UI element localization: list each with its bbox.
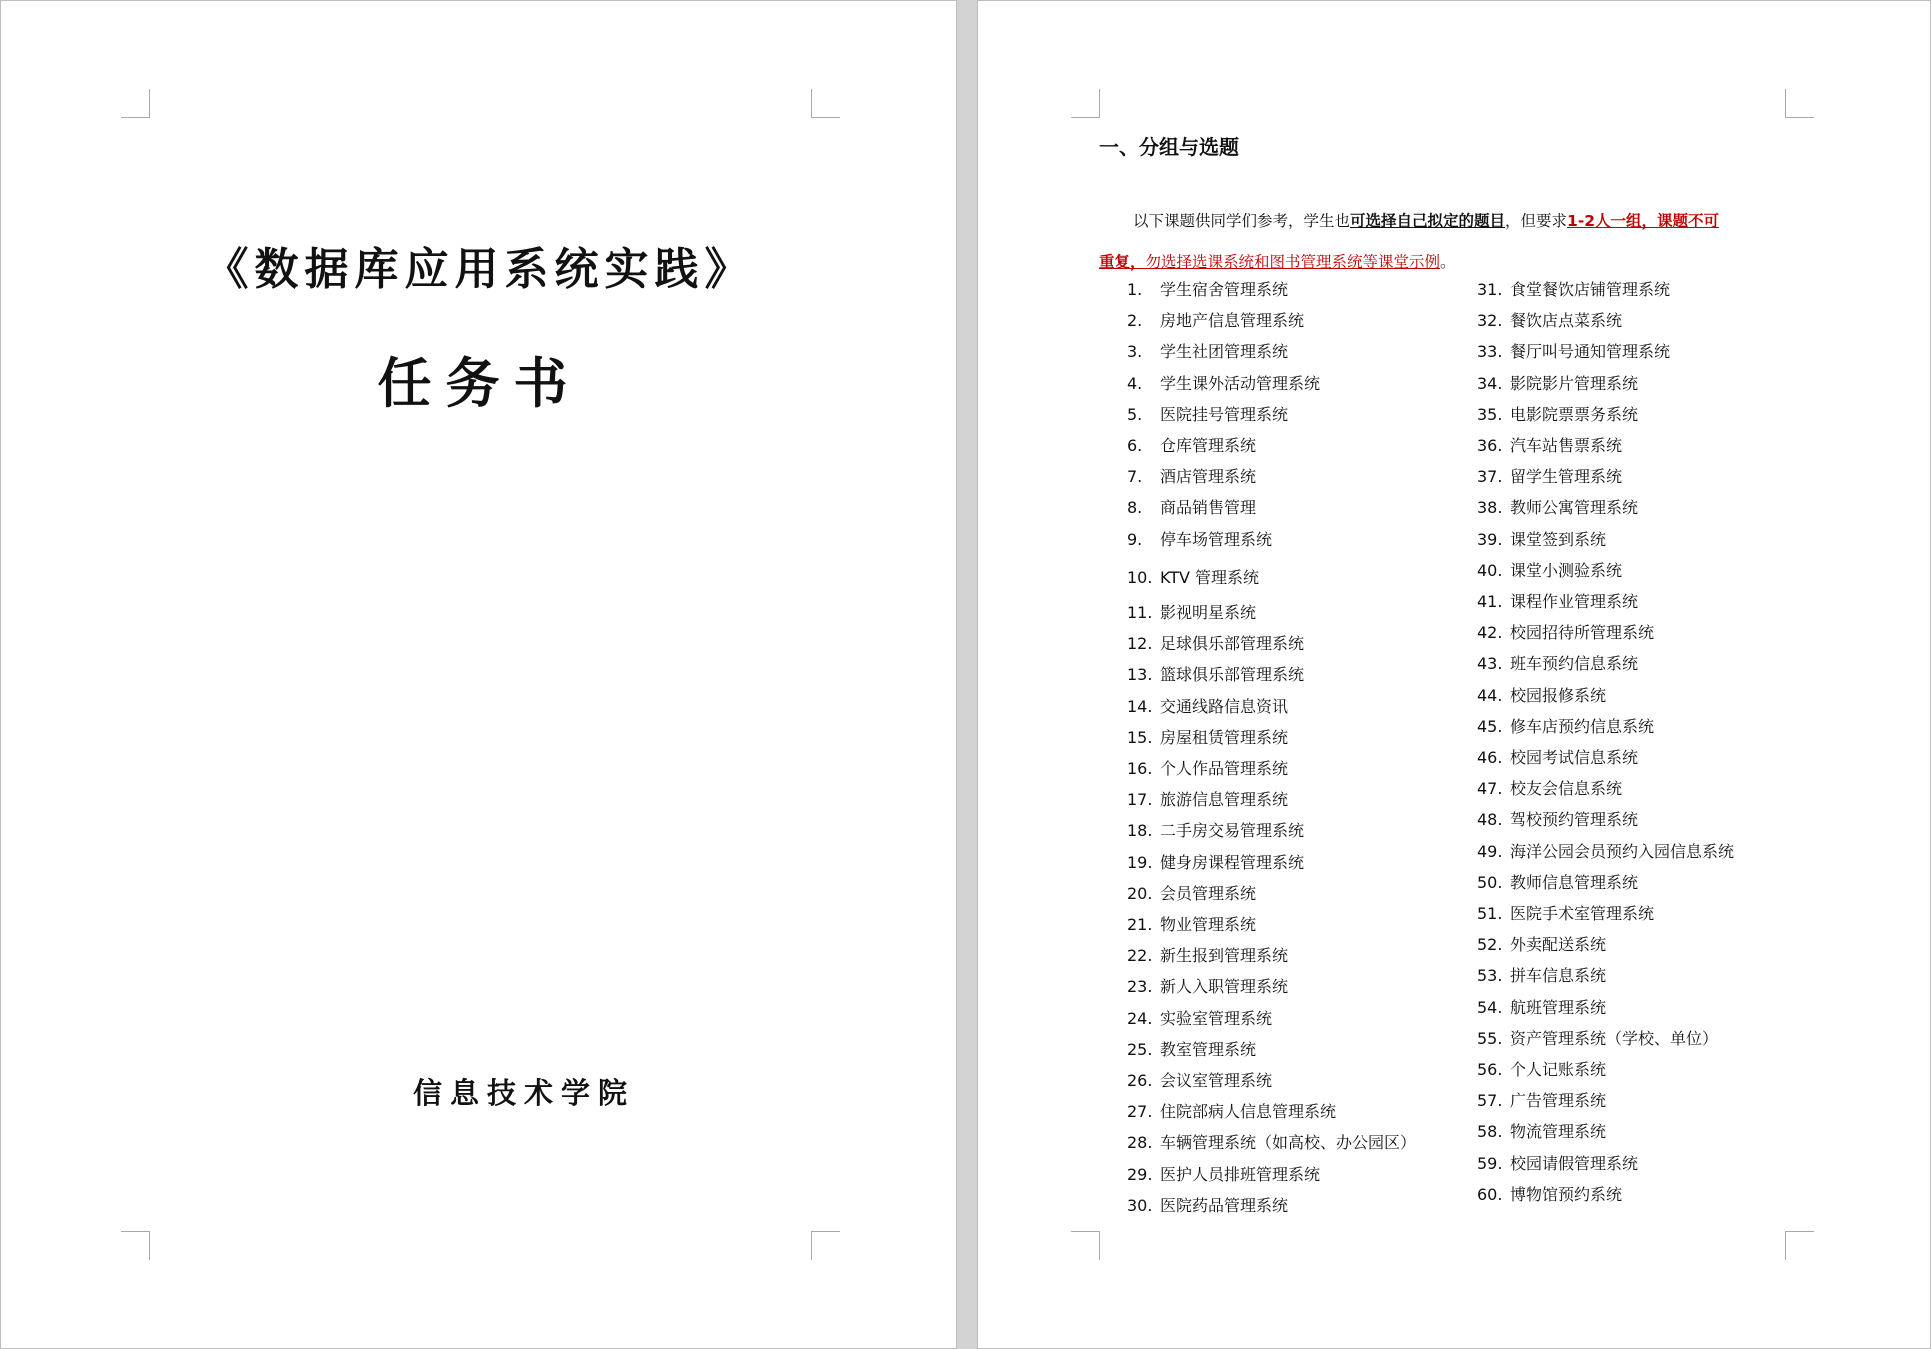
topic-title: 班车预约信息系统 bbox=[1510, 654, 1639, 673]
topic-number: 59. bbox=[1477, 1154, 1503, 1173]
topic-number: 28. bbox=[1127, 1133, 1153, 1152]
topic-number: 49. bbox=[1477, 842, 1503, 861]
topic-item bbox=[1477, 808, 1638, 832]
topic-number: 38. bbox=[1477, 498, 1503, 517]
topic-title: 海洋公园会员预约入园信息系统 bbox=[1510, 842, 1735, 861]
topic-title: 影院影片管理系统 bbox=[1510, 374, 1639, 393]
topic-number: 55. bbox=[1477, 1029, 1503, 1048]
topic-number: 18. bbox=[1127, 821, 1153, 840]
topic-title: 酒店管理系统 bbox=[1160, 467, 1257, 486]
topic-number: 34. bbox=[1477, 374, 1503, 393]
topic-number: 50. bbox=[1477, 873, 1503, 892]
topic-item bbox=[1127, 632, 1304, 656]
topic-number: 21. bbox=[1127, 915, 1153, 934]
topic-number: 10. bbox=[1127, 568, 1153, 587]
topic-item bbox=[1477, 559, 1622, 583]
topic-title: 医院药品管理系统 bbox=[1160, 1196, 1289, 1215]
topic-number: 22. bbox=[1127, 946, 1153, 965]
topic-item bbox=[1127, 819, 1304, 843]
topic-item bbox=[1477, 964, 1606, 988]
topic-number: 40. bbox=[1477, 561, 1503, 580]
intro-text: 。 bbox=[1440, 253, 1456, 271]
topic-number: 47. bbox=[1477, 779, 1503, 798]
topic-number: 8. bbox=[1127, 498, 1143, 517]
topic-title: 交通线路信息资讯 bbox=[1160, 697, 1289, 716]
topic-title: 电影院票票务系统 bbox=[1510, 405, 1639, 424]
topic-item bbox=[1477, 1152, 1638, 1176]
topic-title: 汽车站售票系统 bbox=[1510, 436, 1623, 455]
topic-number: 5. bbox=[1127, 405, 1143, 424]
topic-number: 36. bbox=[1477, 436, 1503, 455]
topic-title: 教师公寓管理系统 bbox=[1510, 498, 1639, 517]
topic-title: 课程作业管理系统 bbox=[1510, 592, 1639, 611]
topic-item bbox=[1127, 695, 1288, 719]
topic-title: 新人入职管理系统 bbox=[1160, 977, 1289, 996]
topic-item bbox=[1127, 1100, 1336, 1124]
topic-number: 58. bbox=[1477, 1122, 1503, 1141]
topic-title: 二手房交易管理系统 bbox=[1160, 821, 1305, 840]
topic-item bbox=[1127, 944, 1288, 968]
topic-item bbox=[1477, 278, 1670, 302]
topic-number: 25. bbox=[1127, 1040, 1153, 1059]
topic-title: 食堂餐饮店铺管理系统 bbox=[1510, 280, 1671, 299]
topic-number: 12. bbox=[1127, 634, 1153, 653]
topic-item bbox=[1127, 278, 1288, 302]
topic-item bbox=[1127, 726, 1288, 750]
topic-number: 45. bbox=[1477, 717, 1503, 736]
topic-title: 房屋租赁管理系统 bbox=[1160, 728, 1289, 747]
topic-item bbox=[1477, 465, 1622, 489]
cover-title: 《数据库应用系统实践》 bbox=[204, 244, 755, 295]
topic-number: 4. bbox=[1127, 374, 1143, 393]
topic-title: 教室管理系统 bbox=[1160, 1040, 1257, 1059]
cover-college-name: 信息技术学院 bbox=[413, 1076, 636, 1110]
topic-item bbox=[1127, 663, 1304, 687]
topic-number: 32. bbox=[1477, 311, 1503, 330]
intro-requirement: 1-2人一组，课题不可 bbox=[1567, 212, 1720, 230]
topic-number: 1. bbox=[1127, 280, 1143, 299]
topic-title: 医院挂号管理系统 bbox=[1160, 405, 1289, 424]
topic-item bbox=[1127, 1194, 1288, 1218]
topic-item bbox=[1127, 403, 1288, 427]
topic-number: 33. bbox=[1477, 342, 1503, 361]
crop-mark-bottom-left bbox=[1071, 1231, 1100, 1260]
topic-item bbox=[1477, 621, 1654, 645]
topic-title: 外卖配送系统 bbox=[1510, 935, 1607, 954]
topic-number: 17. bbox=[1127, 790, 1153, 809]
topic-number: 16. bbox=[1127, 759, 1153, 778]
intro-warning: 勿选择选课系统和图书管理系统等课堂示例 bbox=[1145, 253, 1441, 271]
topic-item bbox=[1477, 434, 1622, 458]
topic-item bbox=[1477, 902, 1654, 926]
topic-number: 30. bbox=[1127, 1196, 1153, 1215]
topic-title: 个人作品管理系统 bbox=[1160, 759, 1289, 778]
topic-number: 9. bbox=[1127, 530, 1143, 549]
topic-number: 42. bbox=[1477, 623, 1503, 642]
topic-item bbox=[1477, 309, 1622, 333]
topic-number: 3. bbox=[1127, 342, 1143, 361]
topic-title: 学生宿舍管理系统 bbox=[1160, 280, 1289, 299]
topic-item bbox=[1127, 601, 1256, 625]
topic-item bbox=[1127, 1038, 1256, 1062]
section-heading: 一、分组与选题 bbox=[1099, 135, 1239, 159]
topic-title: 车辆管理系统（如高校、办公园区） bbox=[1160, 1133, 1417, 1152]
topic-title: 校园请假管理系统 bbox=[1510, 1154, 1639, 1173]
topic-title: 足球俱乐部管理系统 bbox=[1160, 634, 1305, 653]
topic-number: 56. bbox=[1477, 1060, 1503, 1079]
topic-number: 35. bbox=[1477, 405, 1503, 424]
topic-number: 54. bbox=[1477, 998, 1503, 1017]
topic-number: 27. bbox=[1127, 1102, 1153, 1121]
topic-item bbox=[1127, 434, 1256, 458]
topic-title: 住院部病人信息管理系统 bbox=[1160, 1102, 1337, 1121]
topic-item bbox=[1127, 882, 1256, 906]
topic-item bbox=[1477, 340, 1670, 364]
topic-title: 医院手术室管理系统 bbox=[1510, 904, 1655, 923]
topic-item bbox=[1477, 590, 1638, 614]
topic-number: 13. bbox=[1127, 665, 1153, 684]
topic-title: 广告管理系统 bbox=[1510, 1091, 1607, 1110]
topic-title: 学生课外活动管理系统 bbox=[1160, 374, 1321, 393]
topic-title: 影视明星系统 bbox=[1160, 603, 1257, 622]
topic-title: 教师信息管理系统 bbox=[1510, 873, 1639, 892]
topic-title: 航班管理系统 bbox=[1510, 998, 1607, 1017]
topic-title: 留学生管理系统 bbox=[1510, 467, 1623, 486]
topic-title: 校园招待所管理系统 bbox=[1510, 623, 1655, 642]
topic-item bbox=[1127, 1069, 1272, 1093]
topic-item bbox=[1477, 1027, 1718, 1051]
topic-number: 37. bbox=[1477, 467, 1503, 486]
intro-text: ，但要求 bbox=[1505, 212, 1568, 230]
topic-number: 26. bbox=[1127, 1071, 1153, 1090]
intro-paragraph bbox=[1099, 201, 1799, 283]
topic-title: KTV 管理系统 bbox=[1160, 568, 1260, 587]
topic-item bbox=[1127, 528, 1272, 552]
topic-title: 餐饮店点菜系统 bbox=[1510, 311, 1623, 330]
topic-number: 39. bbox=[1477, 530, 1503, 549]
topic-item bbox=[1477, 652, 1638, 676]
topic-title: 修车店预约信息系统 bbox=[1510, 717, 1655, 736]
topic-title: 校园报修系统 bbox=[1510, 686, 1607, 705]
topic-item bbox=[1477, 496, 1638, 520]
topic-title: 资产管理系统（学校、单位） bbox=[1510, 1029, 1719, 1048]
topic-item bbox=[1127, 566, 1259, 590]
crop-mark-top-right bbox=[811, 89, 840, 118]
intro-text: 以下课题供同学们参考，学生也 bbox=[1133, 212, 1351, 230]
topic-number: 23. bbox=[1127, 977, 1153, 996]
topic-item bbox=[1477, 996, 1606, 1020]
topic-title: 校友会信息系统 bbox=[1510, 779, 1623, 798]
crop-mark-bottom-right bbox=[1785, 1231, 1814, 1260]
topic-title: 医护人员排班管理系统 bbox=[1160, 1165, 1321, 1184]
topic-item bbox=[1477, 746, 1638, 770]
topic-item bbox=[1477, 1089, 1606, 1113]
cover-page bbox=[0, 0, 957, 1349]
topic-number: 6. bbox=[1127, 436, 1143, 455]
topic-title: 个人记账系统 bbox=[1510, 1060, 1607, 1079]
topic-title: 课堂小测验系统 bbox=[1510, 561, 1623, 580]
topic-item bbox=[1477, 715, 1654, 739]
topic-item bbox=[1127, 757, 1288, 781]
topic-number: 20. bbox=[1127, 884, 1153, 903]
topic-item bbox=[1127, 788, 1288, 812]
topic-number: 11. bbox=[1127, 603, 1153, 622]
topic-item bbox=[1127, 372, 1320, 396]
topic-item bbox=[1127, 1131, 1416, 1155]
topic-number: 51. bbox=[1477, 904, 1503, 923]
intro-requirement: 重复， bbox=[1099, 253, 1146, 271]
topic-item bbox=[1477, 871, 1638, 895]
topic-item bbox=[1477, 840, 1734, 864]
topic-title: 物业管理系统 bbox=[1160, 915, 1257, 934]
topic-title: 会议室管理系统 bbox=[1160, 1071, 1273, 1090]
topic-number: 41. bbox=[1477, 592, 1503, 611]
topic-title: 物流管理系统 bbox=[1510, 1122, 1607, 1141]
topic-title: 拼车信息系统 bbox=[1510, 966, 1607, 985]
crop-mark-bottom-left bbox=[121, 1231, 150, 1260]
topic-number: 19. bbox=[1127, 853, 1153, 872]
topic-number: 14. bbox=[1127, 697, 1153, 716]
topic-title: 仓库管理系统 bbox=[1160, 436, 1257, 455]
topic-title: 驾校预约管理系统 bbox=[1510, 810, 1639, 829]
topic-title: 健身房课程管理系统 bbox=[1160, 853, 1305, 872]
crop-mark-bottom-right bbox=[811, 1231, 840, 1260]
topic-item bbox=[1127, 975, 1288, 999]
topic-title: 餐厅叫号通知管理系统 bbox=[1510, 342, 1671, 361]
topic-title: 校园考试信息系统 bbox=[1510, 748, 1639, 767]
topic-number: 60. bbox=[1477, 1185, 1503, 1204]
topic-item bbox=[1127, 309, 1304, 333]
topic-title: 篮球俱乐部管理系统 bbox=[1160, 665, 1305, 684]
topic-title: 会员管理系统 bbox=[1160, 884, 1257, 903]
topics-page bbox=[977, 0, 1931, 1349]
topic-item bbox=[1127, 340, 1288, 364]
topic-number: 7. bbox=[1127, 467, 1143, 486]
topic-number: 29. bbox=[1127, 1165, 1153, 1184]
topic-title: 新生报到管理系统 bbox=[1160, 946, 1289, 965]
topic-title: 旅游信息管理系统 bbox=[1160, 790, 1289, 809]
topic-title: 停车场管理系统 bbox=[1160, 530, 1273, 549]
topic-title: 课堂签到系统 bbox=[1510, 530, 1607, 549]
topic-number: 46. bbox=[1477, 748, 1503, 767]
topic-item bbox=[1477, 1120, 1606, 1144]
topic-title: 学生社团管理系统 bbox=[1160, 342, 1289, 361]
topic-item bbox=[1127, 1007, 1272, 1031]
topic-item bbox=[1477, 777, 1622, 801]
topic-item bbox=[1477, 403, 1638, 427]
topic-item bbox=[1127, 1163, 1320, 1187]
topic-item bbox=[1477, 1183, 1622, 1207]
topic-number: 2. bbox=[1127, 311, 1143, 330]
topic-item bbox=[1127, 913, 1256, 937]
crop-mark-top-right bbox=[1785, 89, 1814, 118]
topic-number: 44. bbox=[1477, 686, 1503, 705]
crop-mark-top-left bbox=[121, 89, 150, 118]
topic-title: 博物馆预约系统 bbox=[1510, 1185, 1623, 1204]
topic-title: 房地产信息管理系统 bbox=[1160, 311, 1305, 330]
topic-item bbox=[1477, 528, 1606, 552]
topic-title: 实验室管理系统 bbox=[1160, 1009, 1273, 1028]
topic-number: 24. bbox=[1127, 1009, 1153, 1028]
topic-item bbox=[1127, 496, 1256, 520]
topic-number: 15. bbox=[1127, 728, 1153, 747]
topic-item bbox=[1477, 684, 1606, 708]
cover-subtitle: 任务书 bbox=[377, 351, 582, 415]
topic-item bbox=[1477, 372, 1638, 396]
topic-item bbox=[1127, 851, 1304, 875]
topic-number: 48. bbox=[1477, 810, 1503, 829]
topic-item bbox=[1477, 933, 1606, 957]
topic-title: 商品销售管理 bbox=[1160, 498, 1257, 517]
topic-item bbox=[1477, 1058, 1606, 1082]
topic-number: 53. bbox=[1477, 966, 1503, 985]
crop-mark-top-left bbox=[1071, 89, 1100, 118]
topic-number: 43. bbox=[1477, 654, 1503, 673]
topic-item bbox=[1127, 465, 1256, 489]
intro-emphasis: 可选择自己拟定的题目 bbox=[1350, 212, 1506, 230]
topic-number: 57. bbox=[1477, 1091, 1503, 1110]
topic-number: 31. bbox=[1477, 280, 1503, 299]
topic-number: 52. bbox=[1477, 935, 1503, 954]
